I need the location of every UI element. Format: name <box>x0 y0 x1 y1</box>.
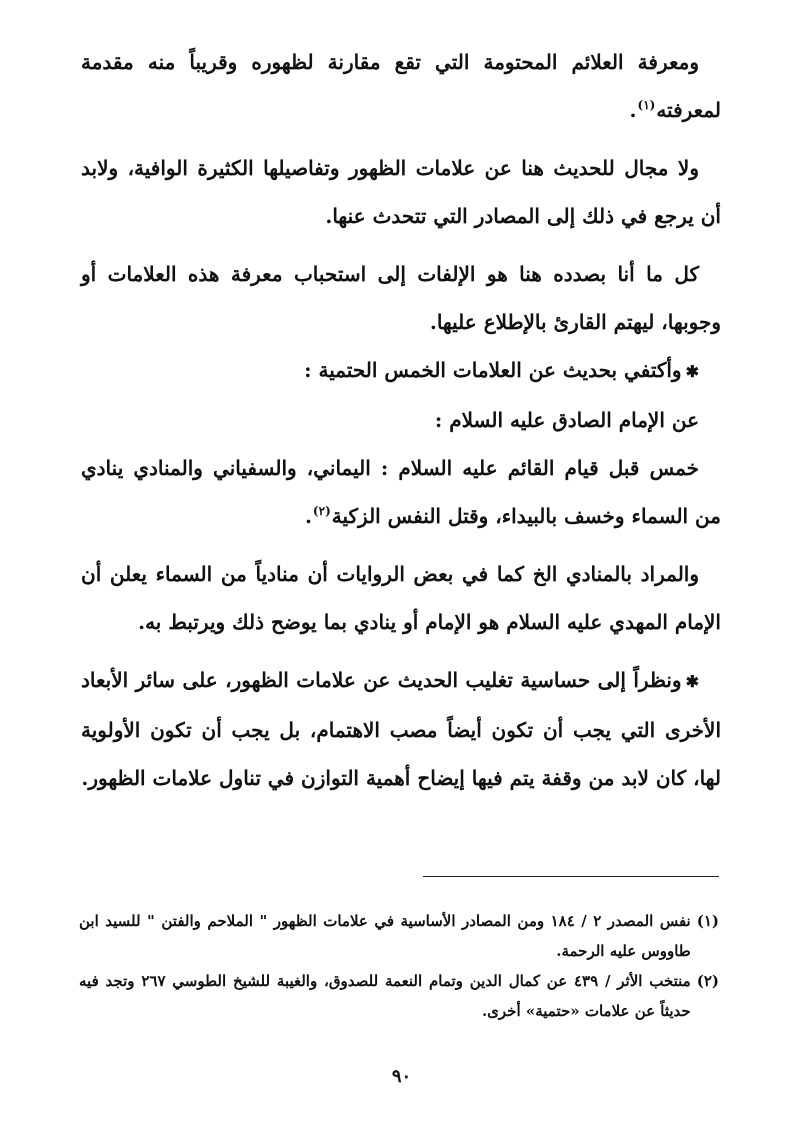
footnote-separator <box>423 876 719 877</box>
footnotes <box>79 906 719 1026</box>
footnote-ref-2[interactable]: (٢) <box>312 504 331 519</box>
paragraph-4: ✱وأكتفي بحديث عن العلامات الخمس الحتمية : <box>304 358 699 382</box>
paragraph-1: ومعرفة العلائم المحتومة التي تقع مقارنة لظهوره وقريباً منه مقدمة لمعرفته$^{(١)}$. <box>81 50 721 122</box>
asterisk-icon: ✱ <box>685 362 699 381</box>
paragraph-6: خمس قبل قيام القائم عليه السلام : اليماني، والسفياني والمنادي ينادي من السماء وخسف بالبيداء، وقتل النفس الزكية$^{(٢)}$. <box>81 456 721 528</box>
paragraph-3: كل ما أنا بصدده هنا هو الإلفات إلى استحباب معرفة هذه العلامات أو وجوبها، ليهتم القارئ بالإطلاع عليها. <box>81 262 721 334</box>
footnote-text: منتخب الأثر / ٤٣٩ عن كمال الدين وتمام النعمة للصدوق، والغيبة للشيخ الطوسي ٢٦٧ وتجد فيه حديثاً عن علامات «حتمية» أخرى. <box>79 972 691 1020</box>
footnote-2 <box>79 966 719 1026</box>
page-number: ٩٠ <box>391 1066 412 1087</box>
footnote-ref-1[interactable]: (١) <box>637 98 656 113</box>
footnote-text: نفس المصدر ٢ / ١٨٤ ومن المصادر الأساسية في علامات الظهور " الملاحم والفتن " للسيد ابن طاووس عليه الرحمة. <box>79 912 691 960</box>
paragraph-5: عن الإمام الصادق عليه السلام : <box>434 408 699 432</box>
paragraph-8: ✱ونظراً إلى حساسية تغليب الحديث عن علامات الظهور، على سائر الأبعاد الأخرى التي يجب أن تكون أيضاً مصب الاهتمام، بل يجب أن تكون الأولوية لها، كان لابد من وقفة يتم فيها إيضاح أهمية التوازن في تناول علامات الظهور. <box>81 668 721 790</box>
paragraph-7: والمراد بالمنادي الخ كما في بعض الروايات أن منادياً من السماء يعلن أن الإمام المهدي عليه السلام هو الإمام أو ينادي بما يوضح ذلك ويرتبط به. <box>81 562 721 634</box>
paragraph-2: ولا مجال للحديث هنا عن علامات الظهور وتفاصيلها الكثيرة الوافية، ولابد أن يرجع في ذلك إلى المصادر التي تتحدث عنها. <box>81 156 721 228</box>
asterisk-icon: ✱ <box>685 672 699 691</box>
main-text <box>81 38 721 802</box>
footnote-number: (١) <box>696 912 719 930</box>
footnote-number: (٢) <box>696 972 719 990</box>
footnote-1 <box>79 906 719 966</box>
